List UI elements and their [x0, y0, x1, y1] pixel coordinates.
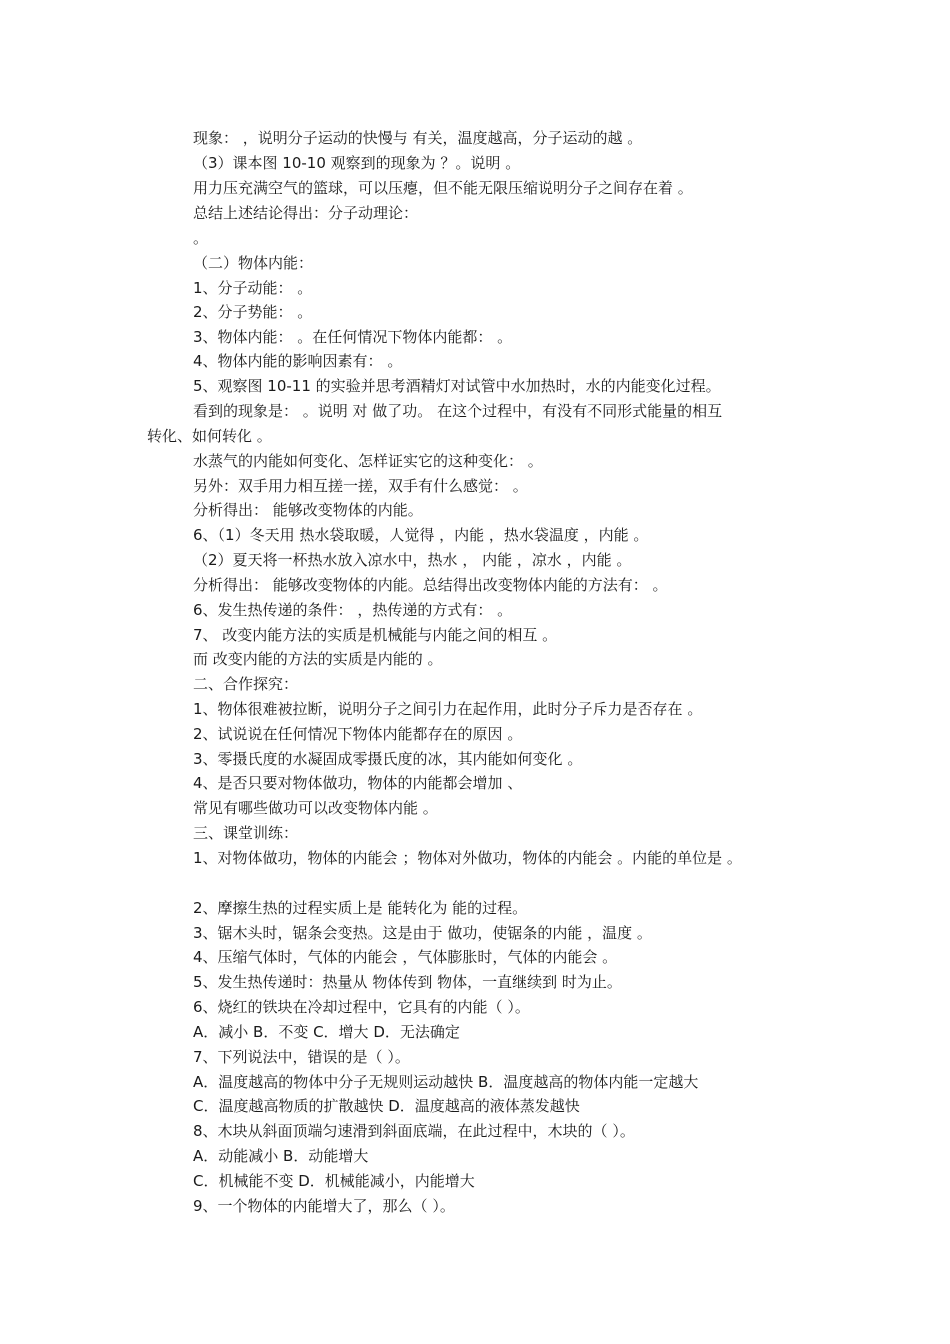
text-line: 6、（1）冬天用 热水袋取暖，人觉得 ，内能 ，热水袋温度 ，内能 。	[193, 526, 649, 544]
text-line: 3、物体内能： 。在任何情况下物体内能都： 。	[193, 328, 513, 346]
text-line: 1、对物体做功，物体的内能会 ；物体对外做功，物体的内能会 。内能的单位是 。	[193, 849, 742, 867]
text-line: 水蒸气的内能如何变化、怎样证实它的这种变化： 。	[193, 452, 543, 470]
text-line: 用力压充满空气的篮球，可以压瘪，但不能无限压缩说明分子之间存在着 。	[193, 179, 693, 197]
text-line: 5、观察图 10-11 的实验并思考酒精灯对试管中水加热时，水的内能变化过程。	[193, 377, 721, 395]
text-line: 而 改变内能的方法的实质是内能的 。	[193, 650, 443, 668]
text-line: 7、下列说法中，错误的是（ ）。	[193, 1048, 410, 1066]
text-line: 7、 改变内能方法的实质是机械能与内能之间的相互 。	[193, 626, 558, 644]
text-line: 转化、如何转化 。	[147, 427, 272, 445]
section-heading: 二、合作探究：	[193, 675, 299, 693]
choice-line: A．动能减小 B．动能增大	[193, 1147, 369, 1165]
text-line: 8、木块从斜面顶端匀速滑到斜面底端，在此过程中，木块的（ ）。	[193, 1122, 635, 1140]
text-line: 2、摩擦生热的过程实质上是 能转化为 能的过程。	[193, 899, 528, 917]
choice-line: A．减小 B．不变 C．增大 D．无法确定	[193, 1023, 460, 1041]
text-line: （3）课本图 10-10 观察到的现象为 ？。说明 。	[193, 154, 521, 172]
text-line: 1、分子动能： 。	[193, 279, 313, 297]
text-line: 9、一个物体的内能增大了，那么（ ）。	[193, 1197, 455, 1215]
section-heading: （二）物体内能：	[193, 254, 314, 272]
text-line: 3、锯木头时，锯条会变热。这是由于 做功，使锯条的内能 ，温度 。	[193, 924, 652, 942]
choice-line: A．温度越高的物体中分子无规则运动越快 B．温度越高的物体内能一定越大	[193, 1073, 699, 1091]
text-line: 。	[193, 229, 209, 247]
text-line: （2）夏天将一杯热水放入凉水中，热水 ， 内能 ，凉水 ，内能 。	[193, 551, 632, 569]
section-heading: 三、课堂训练：	[193, 824, 299, 842]
text-line: 看到的现象是： 。说明 对 做了功。 在这个过程中，有没有不同形式能量的相互	[193, 402, 723, 420]
text-line: 分析得出： 能够改变物体的内能。	[193, 501, 423, 519]
text-line: 3、零摄氏度的水凝固成零摄氏度的冰，其内能如何变化 。	[193, 750, 583, 768]
text-line: 4、是否只要对物体做功，物体的内能都会增加 、	[193, 774, 523, 792]
choice-line: C．机械能不变 D．机械能减小，内能增大	[193, 1172, 475, 1190]
text-line: 现象： ，说明分子运动的快慢与 有关，温度越高，分子运动的越 。	[193, 129, 643, 147]
text-line: 4、压缩气体时，气体的内能会 ，气体膨胀时，气体的内能会 。	[193, 948, 618, 966]
text-line: 分析得出： 能够改变物体的内能。总结得出改变物体内能的方法有： 。	[193, 576, 668, 594]
text-line: 2、分子势能： 。	[193, 303, 313, 321]
text-line: 总结上述结论得出：分子动理论：	[193, 204, 419, 222]
text-line: 4、物体内能的影响因素有： 。	[193, 352, 403, 370]
text-line: 6、发生热传递的条件： ，热传递的方式有： 。	[193, 601, 513, 619]
text-line: 5、发生热传递时：热量从 物体传到 物体，一直继续到 时为止。	[193, 973, 622, 991]
text-line: 常见有哪些做功可以改变物体内能 。	[193, 799, 438, 817]
text-line: 另外：双手用力相互搓一搓，双手有什么感觉： 。	[193, 477, 528, 495]
text-line: 2、试说说在任何情况下物体内能都存在的原因 。	[193, 725, 523, 743]
text-line: 6、烧红的铁块在冷却过程中，它具有的内能（ ）。	[193, 998, 530, 1016]
choice-line: C．温度越高物质的扩散越快 D．温度越高的液体蒸发越快	[193, 1097, 580, 1115]
text-line: 1、物体很难被拉断，说明分子之间引力在起作用，此时分子斥力是否存在 。	[193, 700, 703, 718]
